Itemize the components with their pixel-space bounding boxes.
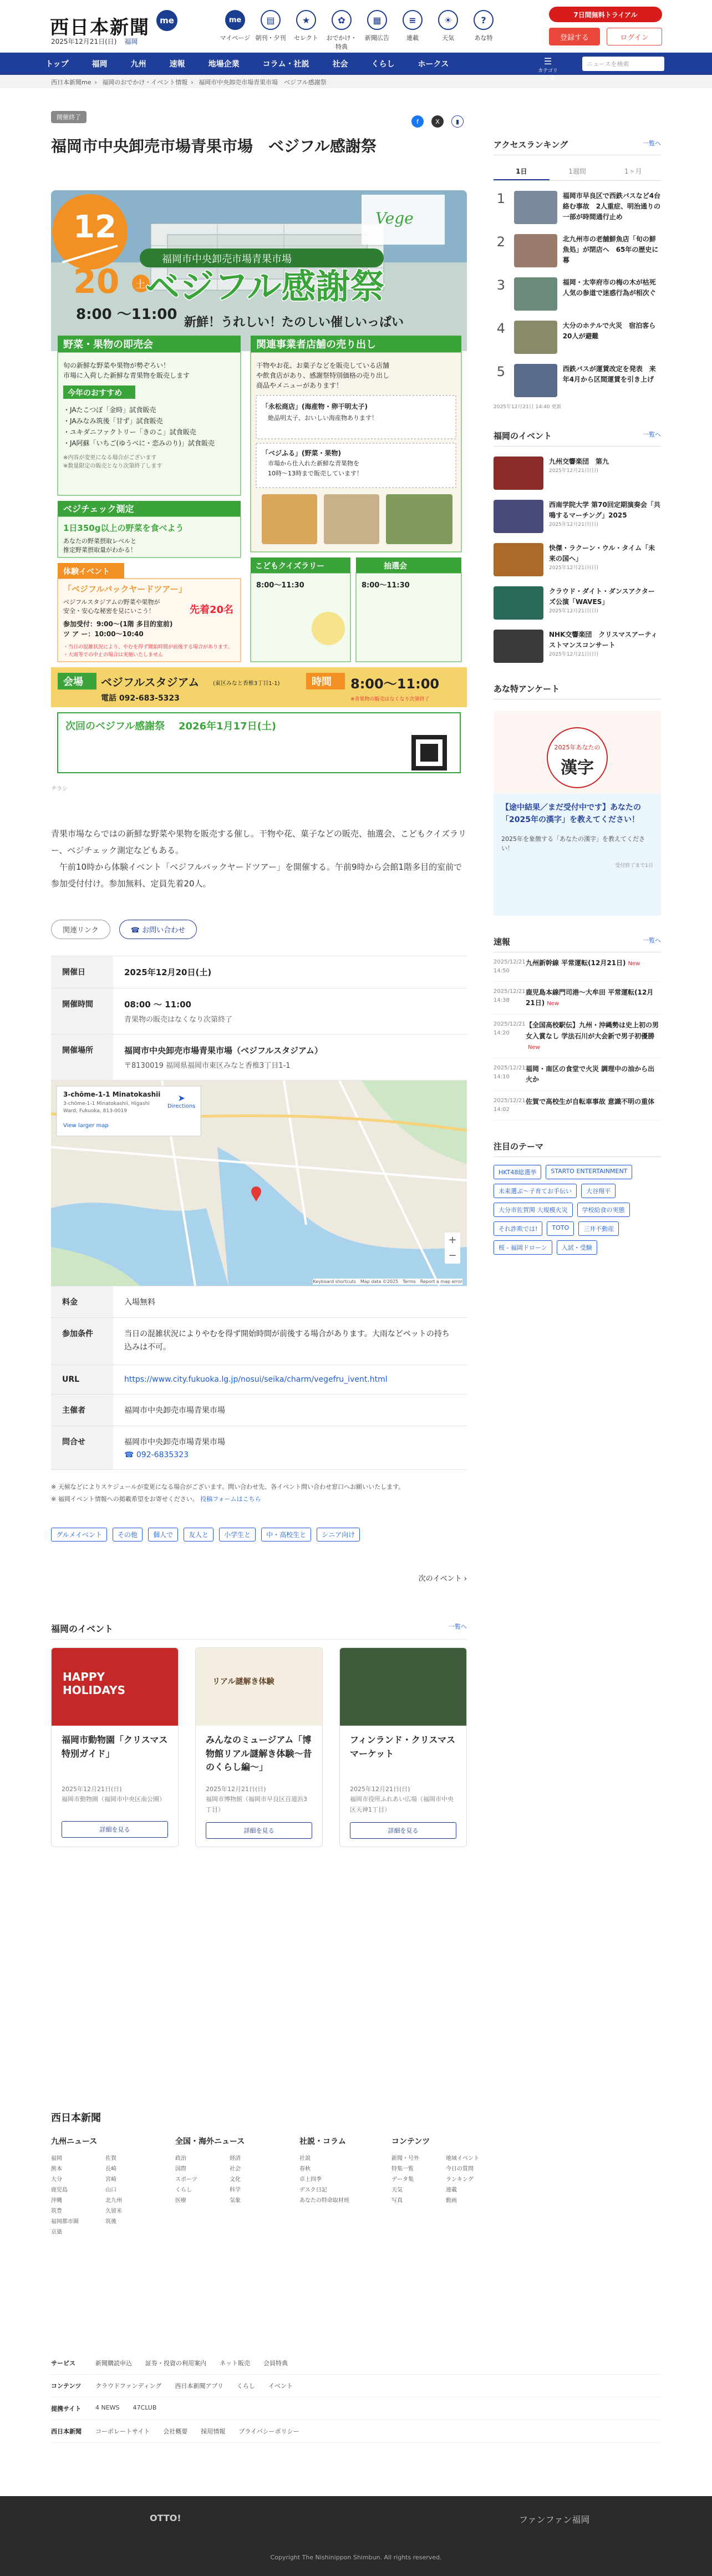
footer-link[interactable]: あなたの特命取材班 (299, 2198, 349, 2204)
ad-icon: ▦ (367, 10, 387, 30)
side-events-header: 福岡のイベント 一覧へ (494, 430, 661, 447)
search-input[interactable]: ニュースを検索 (582, 57, 664, 71)
article-main (51, 111, 467, 1847)
tag-elementary[interactable]: 小学生と (219, 1528, 256, 1541)
svg-text:「ベジふる」(野菜・果物): 「ベジふる」(野菜・果物) (262, 449, 341, 458)
news-item[interactable]: 2025/12/21 14:38 鹿児島本線門司港～大牟田 平常運転(12月21日) New (494, 982, 661, 1015)
poster-check-title: ベジチェック測定 (63, 504, 134, 515)
nav-select[interactable]: ★ セレクト (288, 10, 324, 51)
svg-text:・JAたこつぼ「金時」試食販売: ・JAたこつぼ「金時」試食販売 (63, 406, 156, 414)
footer-col-column: 社説・コラム 社説 春秋 卓上四季 デスク日記 あなたの特命取材班 (299, 2136, 372, 2235)
ranking-item[interactable]: 2 北九州市の老舗鮮魚店「旬の鮮魚処」が閉店へ 65年の歴史に幕 (494, 234, 661, 267)
category-nav (0, 53, 712, 81)
footer-link[interactable]: 動画 (446, 2198, 457, 2204)
theme-tag[interactable]: それ詐欺では! (494, 1221, 542, 1236)
ranking-thumb (514, 364, 557, 397)
flyer-caption: チラシ (51, 786, 68, 793)
footer-link[interactable]: デスク日記 (299, 2187, 327, 2193)
register-button[interactable]: 登録する (549, 28, 600, 45)
footer-link[interactable]: イベント (268, 2382, 293, 2390)
detail-button[interactable]: 詳細を見る (206, 1822, 312, 1839)
svg-text:安全・安心な秘密を見にいこう！: 安全・安心な秘密を見にいこう！ (63, 607, 155, 615)
map-title: 3-chōme-1-1 Minatokashii (63, 1091, 161, 1099)
poster-next-label: 次回のベジフル感謝祭 (65, 721, 165, 733)
newspaper-icon: ▤ (261, 10, 281, 30)
nav-weather[interactable]: ☀ 天気 (430, 10, 466, 51)
share-buttons (411, 115, 464, 128)
events-more-link[interactable]: 一覧へ (449, 1622, 467, 1630)
poster-day: 20 (73, 262, 120, 302)
breadcrumb-home[interactable]: 西日本新聞me (51, 79, 91, 86)
detail-button[interactable]: 詳細を見る (350, 1822, 456, 1839)
site-header (0, 0, 712, 53)
map-zoom-controls[interactable]: + − (445, 1233, 460, 1264)
outing-icon: ✿ (332, 10, 352, 30)
poster-headline: ベジフル感謝祭 (145, 266, 385, 307)
ranking-header: アクセスランキング 一覧へ (494, 139, 661, 155)
cat-kyushu[interactable]: 九州 (130, 60, 146, 69)
facebook-share-icon[interactable]: f (411, 115, 424, 128)
footer-link[interactable]: 福岡都市圏 (51, 2219, 79, 2225)
news-item[interactable]: 2025/12/21 14:50 九州新幹線 平常運転(12月21日) New (494, 952, 661, 982)
nav-newspaper[interactable]: ▤ 朝刊・夕刊 (253, 10, 288, 51)
poster-month: 12 (73, 209, 116, 246)
footer-link[interactable]: 医療 (175, 2198, 186, 2204)
article-body: 青果市場ならではの新鮮な野菜や果物を販売する催し。干物や花、菓子などの販売、抽選会、こどもクイズラリー、ベジチェック測定などもある。 午前10時から体験イベント「ベジフルバックヤードツアー」を開催する。午前9時から会館1階多目的室前で参加受付付け。参加無料、定員先着20人。 (51, 829, 466, 889)
theme-tag[interactable]: 学校給食の実態 (577, 1203, 630, 1217)
x-share-icon[interactable]: X (431, 115, 444, 128)
footer-link[interactable]: くらし (175, 2187, 192, 2193)
ranking-tabs (494, 163, 661, 181)
table-row: 問合せ 福岡市中央卸売市場青果市場 ☎ 092-6835323 (51, 1426, 467, 1469)
svg-text:参加受付：9:00～(1階 多目的室前): 参加受付：9:00～(1階 多目的室前) (63, 620, 173, 628)
theme-tag[interactable]: 三井不動産 (578, 1221, 619, 1236)
footer-link[interactable]: コーポレートサイト (95, 2428, 150, 2435)
mypage-icon: me (225, 10, 245, 30)
sidebar (494, 139, 661, 1255)
footer-link[interactable]: 福岡 (51, 2156, 62, 2162)
table-row: 主催者 福岡市中央卸売市場青果市場 (51, 1394, 467, 1426)
detail-button[interactable]: 詳細を見る (62, 1821, 168, 1838)
footer-link[interactable]: 鹿児島 (51, 2187, 68, 2193)
footer-link[interactable]: 写真 (391, 2198, 403, 2204)
footer-link[interactable]: 会社概要 (163, 2428, 188, 2435)
footer-link[interactable]: 社会 (230, 2166, 241, 2172)
footer-link[interactable]: 筑後 (105, 2219, 116, 2225)
footer-link[interactable]: 4 NEWS (95, 2404, 120, 2411)
table-row: 参加条件 当日の混雑状況によりやむを得ず開始時間が前後する場合があります。大雨などペットの持ち込みは不可。 (51, 1318, 467, 1365)
theme-tag[interactable]: 未来選ぶ～子育てお手伝い (494, 1184, 577, 1198)
footer-link[interactable]: 大分 (51, 2177, 62, 2183)
footer-link-row: サービス 新聞購読申込 証券・投資の利用案内 ネット販売 会員特典 (51, 2352, 661, 2375)
svg-text:※数量限定の販売となり次第終了します: ※数量限定の販売となり次第終了します (63, 463, 162, 470)
table-row: 開催日 2025年12月20日(土) (51, 956, 467, 988)
footer-link[interactable]: 連載 (446, 2187, 457, 2193)
event-cards (51, 1647, 467, 1847)
tag-solo[interactable]: 個人で (148, 1528, 178, 1541)
svg-text:10時～13時まで販売しています！: 10時～13時まで販売しています！ (262, 470, 363, 478)
footer-link[interactable]: 文化 (230, 2177, 241, 2183)
events-section-header: 福岡のイベント 一覧へ (51, 1622, 467, 1640)
svg-text:先着20名: 先着20名 (190, 604, 234, 616)
svg-text:・JA阿蘇「いちご(ゆうべに・恋みのり)」試食販売: ・JA阿蘇「いちご(ゆうべに・恋みのり)」試食販売 (63, 439, 215, 448)
svg-text:※内容が変更になる場合がございます: ※内容が変更になる場合がございます (63, 455, 157, 462)
ranking-thumb (514, 277, 557, 311)
poster-shop-title: 関連事業者店舗の売り出し (256, 339, 376, 351)
footer-link-row: 提携サイト 4 NEWS 47CLUB (51, 2397, 661, 2420)
page-title: 福岡市中央卸売市場青果市場 ベジフル感謝祭 (51, 137, 377, 155)
footer-link[interactable]: 経済 (230, 2156, 241, 2162)
cat-local-biz[interactable]: 地場企業 (208, 60, 240, 69)
nav-mypage[interactable]: me マイページ (217, 10, 253, 51)
footer-link[interactable]: クラウドファンディング (95, 2382, 162, 2390)
footer-link[interactable]: 熊本 (51, 2166, 62, 2172)
footer-link[interactable]: プライバシーポリシー (238, 2428, 299, 2435)
side-event-item[interactable]: クラウド・ダイト・ダンスアクターズ公演「WAVES」 2025年12月21日(日) (494, 586, 661, 620)
poster-next-date: 2026年1月17日(土) (179, 721, 277, 733)
news-item[interactable]: 2025/12/21 14:20 【全国高校駅伝】九州・沖縄勢は史上初の男女入賞なし 学法石川が大会新で男子初優勝New (494, 1015, 661, 1058)
theme-tag[interactable]: HKT48総選挙 (494, 1165, 541, 1179)
tab-1day[interactable]: 1日 (494, 163, 550, 180)
footer-link[interactable]: 佐賀 (105, 2156, 116, 2162)
svg-text:「ベジフルバックヤードツアー」: 「ベジフルバックヤードツアー」 (63, 584, 187, 595)
event-info-table (51, 956, 467, 1470)
ranking-thumb (514, 321, 557, 354)
footer-link[interactable]: 地域イベント (446, 2156, 479, 2162)
event-card[interactable]: リアル謎解き体験 みんなのミュージアム「博物館リアル謎解き体験～昔のくらし編～」 2025年12月21日(日) 福岡市博物館（福岡市早良区百道浜3丁目） 詳細を見る (195, 1647, 323, 1847)
ranking-item[interactable]: 4 大分のホテルで火災 宿泊客ら20人が避難 (494, 321, 661, 354)
footer-link[interactable]: 北九州 (105, 2198, 122, 2204)
footer-link[interactable]: 47CLUB (133, 2404, 157, 2411)
footer-logo[interactable]: 西日本新聞 (51, 2112, 101, 2124)
footer-link[interactable]: 長崎 (105, 2166, 116, 2172)
svg-text:干物やお花、お菓子などを販売している店舗: 干物やお花、お菓子などを販売している店舗 (256, 362, 390, 370)
footer-col-contents: コンテンツ 新聞・号外 地域イベント 特集一覧 今日の質問 データ集 ランキング 天気 連載 写真 動画 (391, 2136, 496, 2235)
site-footer (0, 2102, 712, 2576)
ranking-updated: 2025年12月21日 14:40 更新 (494, 404, 562, 410)
footer-link[interactable]: 会員特典 (263, 2360, 288, 2367)
side-event-item[interactable]: NHK交響楽団 クリスマスアーティストマンスコンサート 2025年12月21日(日) (494, 630, 661, 663)
event-flyer-image[interactable] (51, 190, 467, 778)
status-badge: 開催終了 (51, 111, 87, 123)
svg-text:・ユキダニファクトリー「きのこ」試食販売: ・ユキダニファクトリー「きのこ」試食販売 (63, 428, 196, 437)
footer-link[interactable]: 今日の質問 (446, 2166, 474, 2172)
table-row: URL https://www.city.fukuoka.lg.jp/nosui/seika/charm/vegefru_ivent.html (51, 1365, 467, 1394)
tab-1month[interactable]: 1ヶ月 (624, 168, 642, 175)
breaking-more-link[interactable]: 一覧へ (643, 937, 661, 944)
chevron-right-icon: › (464, 1574, 467, 1583)
nav-series[interactable]: ≡ 連載 (395, 10, 430, 51)
footer-link[interactable]: 国際 (175, 2166, 186, 2172)
event-card-image (340, 1648, 466, 1726)
svg-text:8:00～11:30: 8:00～11:30 (256, 581, 304, 590)
footer-link[interactable]: 気象 (230, 2198, 241, 2204)
svg-text:・JAみなみ筑後「甘ず」試食販売: ・JAみなみ筑後「甘ず」試食販売 (63, 417, 163, 425)
contact-tel[interactable]: ☎ 092-6835323 (124, 1450, 189, 1459)
poster-exp-title: 体験イベント (63, 567, 110, 577)
breadcrumb-events[interactable]: 福岡のおでかけ・イベント情報 (102, 79, 188, 86)
poster-dow: 土 (135, 279, 145, 291)
footer-col-kyushu: 九州ニュース 福岡 佐賀 熊本 長崎 大分 宮崎 鹿児島 山口 沖縄 北九州 筑豊 久留米 福岡都市圏 筑後 京築 (51, 2136, 155, 2235)
login-button[interactable]: ログイン (607, 28, 662, 45)
tab-1week[interactable]: 1週間 (568, 168, 586, 175)
breaking-news-header: 速報 一覧へ (494, 936, 661, 952)
ranking-item[interactable]: 1 福岡市早良区で西鉄バスなど4台絡む事故 2人重症、明治通りの一部が時間通行止め (494, 191, 661, 224)
footer-link-row: 西日本新聞 コーポレートサイト 会社概要 採用情報 プライバシーポリシー (51, 2420, 661, 2443)
themes-header: 注目のテーマ (494, 1140, 661, 1157)
contact-button[interactable]: ☎ お問い合わせ (119, 920, 197, 939)
poster-venue-label: 会場 (63, 676, 83, 688)
directions-icon: ➤ (177, 1093, 185, 1104)
svg-text:商品やメニューがあります！: 商品やメニューがあります！ (256, 382, 343, 390)
footer-link[interactable]: 政治 (175, 2156, 186, 2162)
svg-text:(東区みなと香椎3丁目1-1): (東区みなと香椎3丁目1-1) (213, 681, 280, 687)
footer-link[interactable]: 特集一覧 (391, 2166, 414, 2172)
svg-text:市場に入荷した新鮮な青果物を販売します: 市場に入荷した新鮮な青果物を販売します (63, 372, 190, 380)
footer-link[interactable]: 新聞購読申込 (95, 2360, 132, 2367)
hamburger-icon: ☰ (543, 56, 552, 67)
svg-text:あなたの野菜摂取レベルと: あなたの野菜摂取レベルと (63, 537, 136, 545)
cat-society[interactable]: 社会 (332, 60, 348, 69)
footer-link[interactable]: くらし (236, 2382, 255, 2390)
svg-text:※青果物の販売はなくなり次第終了: ※青果物の販売はなくなり次第終了 (350, 697, 430, 703)
svg-text:電話 092-683-5323: 電話 092-683-5323 (101, 694, 180, 703)
weather-location: 福岡 (124, 38, 138, 45)
svg-text:市場から仕入れた新鮮な青果物を: 市場から仕入れた新鮮な青果物を (262, 460, 359, 468)
nav-outing[interactable]: ✿ おでかけ・特典 (324, 10, 359, 51)
next-event-link[interactable]: 次のイベント › (418, 1574, 467, 1583)
footer-link[interactable]: 社説 (299, 2156, 311, 2162)
poster-sale-title: 野菜・果物の即売会 (63, 339, 153, 351)
ranking-thumb (514, 234, 557, 267)
svg-text:・大雨等での中止の場合は実施いたしません: ・大雨等での中止の場合は実施いたしません (63, 652, 164, 658)
phone-icon: ☎ (124, 1450, 136, 1459)
nav-ad[interactable]: ▦ 新聞広告 (359, 10, 395, 51)
footer-link[interactable]: 山口 (105, 2187, 116, 2193)
footer-link[interactable]: 宮崎 (105, 2177, 116, 2183)
anatoku-header: あな特アンケート (494, 683, 661, 699)
map-larger-link[interactable]: View larger map (63, 1123, 109, 1129)
related-link-button[interactable]: 関連リンク (51, 920, 110, 939)
svg-text:ベジフルスタジアムの野菜や果物が: ベジフルスタジアムの野菜や果物が (63, 599, 160, 606)
footer-col-national: 全国・海外ニュース 政治 経済 国際 社会 スポーツ 文化 くらし 科学 医療 気象 (175, 2136, 279, 2235)
footer-link[interactable]: 証券・投資の利用案内 (145, 2360, 206, 2367)
side-event-item[interactable]: 西南学院大学 第70回定期演奏会「共鳴するマーチング」2025 2025年12月21日(日) (494, 500, 661, 533)
event-url[interactable]: https://www.city.fukuoka.lg.jp/nosui/seika/charm/vegefru_ivent.html (113, 1365, 467, 1394)
footer-link[interactable]: 西日本新聞アプリ (175, 2382, 223, 2390)
cat-column[interactable]: コラム・社説 (262, 60, 309, 69)
fanfan-logo[interactable]: ファンファン福岡 (519, 2514, 590, 2525)
theme-tag[interactable]: 桜 - 福岡ドローン (494, 1240, 552, 1255)
category-menu-button[interactable]: ☰ カテゴリー一覧 (537, 56, 559, 81)
cat-top[interactable]: トップ (45, 60, 69, 69)
event-card-image: リアル謎解き体験 (196, 1648, 322, 1726)
table-row (51, 1081, 467, 1286)
theme-tag[interactable]: 大分市佐賀関 大規模火災 (494, 1203, 573, 1217)
footer-link[interactable]: データ集 (391, 2177, 414, 2183)
cat-breaking[interactable]: 速報 (169, 60, 185, 69)
theme-tag[interactable]: 大谷翔平 (581, 1184, 616, 1198)
ranking-item[interactable]: 5 西鉄バスが運賃改定を発表 来年4月から区間運賃を引き上げ (494, 364, 661, 397)
ranking-thumb (514, 191, 557, 224)
poster-lottery-title: 抽選会 (384, 562, 407, 571)
side-events-more-link[interactable]: 一覧へ (643, 431, 661, 438)
site-logo[interactable]: 西日本新聞 (50, 17, 150, 39)
header-icon-nav (217, 10, 501, 51)
poster-quiz-title: こどもクイズラリー (255, 562, 325, 571)
weather-icon: ☀ (438, 10, 458, 30)
nav-anatoku[interactable]: ? あな特 (466, 10, 501, 51)
footer-link[interactable]: 筑豊 (51, 2208, 62, 2214)
footer-link[interactable]: 久留米 (105, 2208, 122, 2214)
footer-columns (51, 2136, 496, 2235)
header-date: 2025年12月21日(日) 福岡 (51, 38, 138, 45)
footer-bottom (0, 2496, 712, 2576)
bookmark-icon[interactable]: ▮ (451, 115, 464, 128)
svg-text:や飲食店があり、感謝祭特別価格の売り出し: や飲食店があり、感謝祭特別価格の売り出し (256, 372, 390, 380)
cat-life[interactable]: くらし (371, 60, 395, 69)
kanji-survey-card[interactable]: 2025年あなたの 漢字 【途中結果／まだ受付中です】あなたの「2025年の漢字」を教えてください！ 2025年を象徴する「あなたの漢字」を教えてください！ 受付終了まで1日 (494, 711, 661, 916)
theme-list (494, 1165, 661, 1255)
ranking-item[interactable]: 3 福岡・太宰府市の梅の木が枯死 人気の参道で迷惑行為が相次ぐ (494, 277, 661, 311)
series-icon: ≡ (403, 10, 423, 30)
svg-text:8:00～11:30: 8:00～11:30 (362, 581, 410, 590)
event-card-image: HAPPY HOLIDAYS (52, 1648, 178, 1726)
event-card[interactable]: HAPPY HOLIDAYS 福岡市動物園「クリスマス特別ガイド」 2025年12月21日(日) 福岡市動物園（福岡市中央区南公園） 詳細を見る (51, 1647, 179, 1847)
footer-link[interactable]: 科学 (230, 2187, 241, 2193)
tag-junior-high[interactable]: 中・高校生と (261, 1528, 311, 1541)
otto-logo[interactable]: OTTO! (150, 2513, 181, 2523)
trial-button[interactable]: 7日間無料トライアル (549, 7, 662, 22)
footer-link[interactable]: 卓上四季 (299, 2177, 322, 2183)
article-buttons (51, 920, 467, 939)
table-row: 開催時間 08:00 ～ 11:00 青果物の販売はなくなり次第終了 (51, 988, 467, 1035)
side-event-item[interactable]: 快傑・ラクーン・ウル・タイム「未来の国へ」 2025年12月21日(日) (494, 543, 661, 576)
news-item[interactable]: 2025/12/21 14:10 福岡・南区の食堂で火災 調理中の油から出火か (494, 1058, 661, 1091)
breadcrumb: 西日本新聞me › 福岡のおでかけ・イベント情報 › 福岡市中央卸売市場青果市場 ベジフル感謝祭 (0, 75, 712, 88)
poster-tagline: 新鮮！うれしい！たのしい催しいっぱい (184, 316, 404, 330)
svg-text:1日350g以上の野菜を食べよう: 1日350g以上の野菜を食べよう (63, 523, 184, 534)
poster-org: 福岡市中央卸売市場青果市場 (162, 253, 292, 266)
footer-link-rows (51, 2352, 661, 2443)
theme-tag[interactable]: TOTO (547, 1221, 574, 1236)
breadcrumb-current: 福岡市中央卸売市場青果市場 ベジフル感謝祭 (199, 79, 327, 86)
vege-logo: Vege (375, 209, 414, 228)
footer-link[interactable]: 春秋 (299, 2166, 311, 2172)
poster-venue: ベジフルスタジアム (101, 676, 200, 689)
side-event-item[interactable]: 九州交響楽団 第九 2025年12月21日(日) (494, 457, 661, 490)
cat-hawks[interactable]: ホークス (418, 60, 449, 69)
venue-map[interactable] (51, 1081, 467, 1286)
map-directions[interactable]: ➤ Directions (167, 1093, 196, 1110)
event-card[interactable]: フィンランド・クリスマスマーケット 2025年12月21日(日) 福岡市役所ふれあい広場（福岡市中央区天神1丁目） 詳細を見る (339, 1647, 467, 1847)
news-item[interactable]: 2025/12/21 14:02 佐賀で高校生が自転車事故 意識不明の重体 (494, 1091, 661, 1120)
footer-link[interactable]: 新聞・号外 (391, 2156, 419, 2162)
table-row: 料金 入場無料 (51, 1286, 467, 1318)
footer-link[interactable]: 京築 (51, 2229, 62, 2235)
logo-me-badge[interactable]: me (156, 10, 177, 31)
svg-text:推定野菜摂取量がわかる！: 推定野菜摂取量がわかる！ (63, 546, 136, 554)
table-row: 開催場所 福岡市中央卸売市場青果市場（ベジフルスタジアム） 〒8130019 福岡県福岡市東区みなと香椎3丁目1-1 (51, 1035, 467, 1081)
svg-text:・当日の混雑状況により、やむを得ず開始時間が前後する場合があ: ・当日の混雑状況により、やむを得ず開始時間が前後する場合があります。 (63, 645, 233, 651)
notes: ※ 天候などによりスケジュールが変更になる場合がございます。問い合わせ先、各イベント問い合わせ窓口へお願いいたします。 ※ 福岡イベント情報への掲載希望をお寄せください。 投稿フォームはこちら (51, 1483, 405, 1503)
svg-text:「永松商店」(海産物・卵干明太子): 「永松商店」(海産物・卵干明太子) (262, 403, 368, 411)
ranking-more-link[interactable]: 一覧へ (643, 140, 661, 147)
footer-link[interactable]: スポーツ (175, 2177, 197, 2183)
footer-link[interactable]: 天気 (391, 2187, 403, 2193)
map-footer: Keyboard shortcuts Map data ©2025 Terms Report a map error (313, 1279, 462, 1285)
poster-rec-title: 今年のおすすめ (68, 389, 123, 398)
copyright: Copyright The Nishinippon Shimbun. All rights reserved. (270, 2554, 442, 2561)
anatoku-icon: ? (474, 10, 494, 30)
map-address: 3-chōme-1-1 Minatokashii, Higashi Ward, Fukuoka, 813-0019 (63, 1101, 150, 1114)
poster-time: 8:00 ～11:00 (76, 306, 177, 323)
footer-link[interactable]: 沖縄 (51, 2198, 62, 2204)
select-icon: ★ (296, 10, 316, 30)
theme-tag[interactable]: 入試・受験 (557, 1240, 597, 1255)
footer-link[interactable]: ネット販売 (220, 2360, 250, 2367)
tag-senior[interactable]: シニア向け (317, 1528, 360, 1541)
tag-other[interactable]: その他 (113, 1528, 143, 1541)
svg-text:旬の新鮮な野菜や果物が勢ぞろい！: 旬の新鮮な野菜や果物が勢ぞろい！ (63, 362, 170, 370)
svg-text:ツ ア ー：10:00～10:40: ツ ア ー：10:00～10:40 (63, 630, 144, 638)
submission-form-link[interactable]: 投稿フォームはこちら (200, 1495, 261, 1503)
theme-tag[interactable]: STARTO ENTERTAINMENT (546, 1165, 632, 1179)
footer-link[interactable]: ランキング (446, 2177, 474, 2183)
phone-icon: ☎ (130, 926, 143, 935)
tag-gourmet[interactable]: グルメイベント (51, 1528, 107, 1541)
cat-fukuoka[interactable]: 福岡 (91, 60, 108, 69)
tag-friends[interactable]: 友人と (184, 1528, 213, 1541)
footer-link[interactable]: 採用情報 (201, 2428, 226, 2435)
footer-link-row: コンテンツ クラウドファンディング 西日本新聞アプリ くらし イベント (51, 2375, 661, 2397)
svg-text:8:00～11:00: 8:00～11:00 (350, 676, 440, 692)
tag-list (51, 1528, 384, 1541)
poster-time-label: 時間 (312, 676, 332, 688)
svg-text:絶品明太子、おいしい海産物あります！: 絶品明太子、おいしい海産物あります！ (262, 414, 378, 422)
